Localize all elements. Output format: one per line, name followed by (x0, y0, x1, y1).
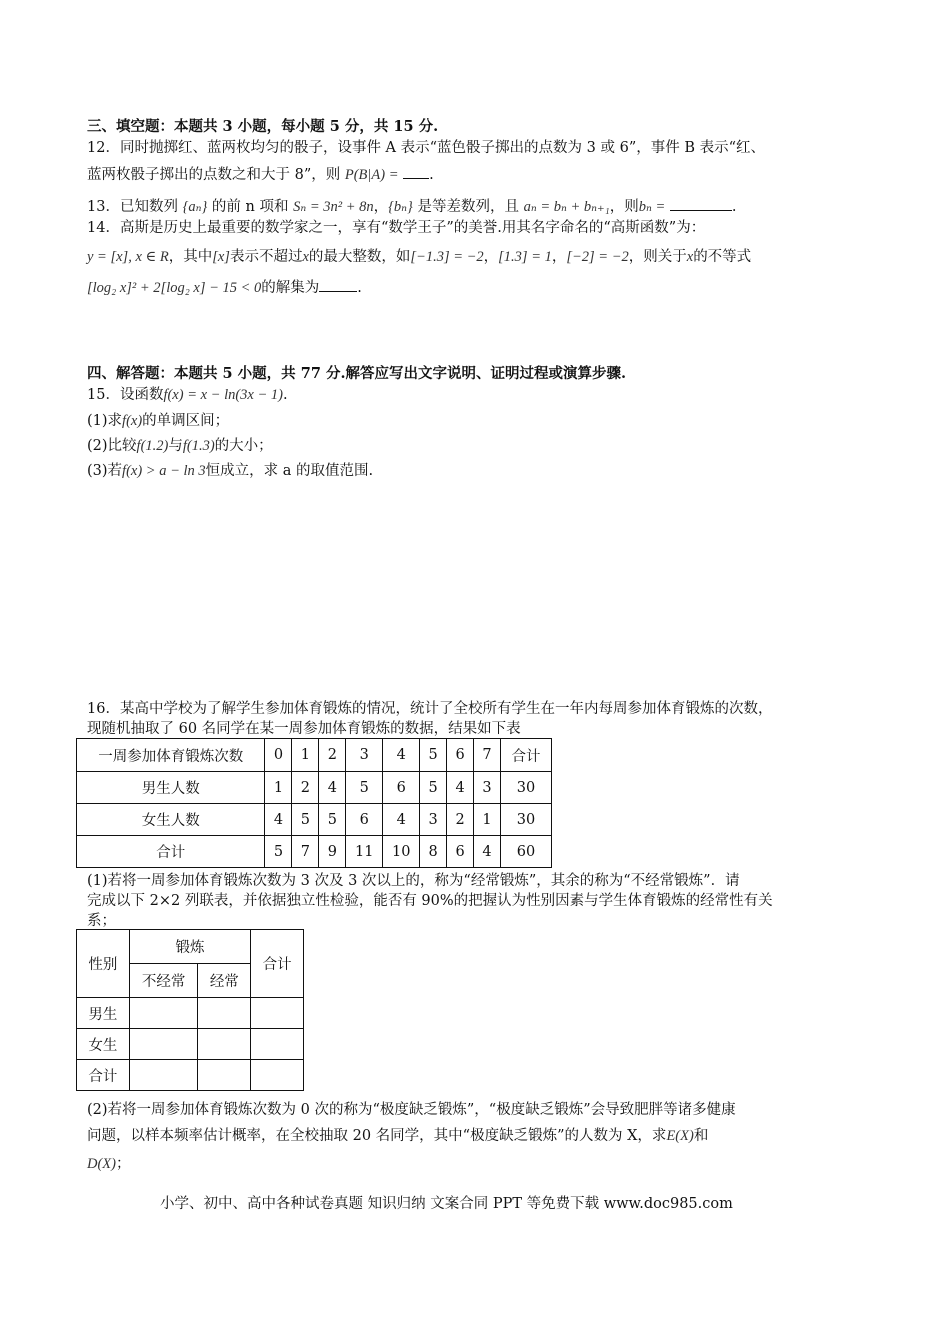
table-row (77, 1060, 304, 1091)
table2-total-header: 合计 (251, 930, 304, 998)
q13-period: . (731, 199, 737, 215)
table1-cell: 10 (383, 836, 420, 868)
table1-header-cell: 4 (383, 739, 420, 772)
q13-text-b: 的前 n 项和 (211, 199, 289, 215)
q14-math-x2: x (686, 249, 694, 265)
q14-text-g: 的不等式 (693, 249, 752, 265)
table1-cell: 5 (292, 804, 319, 836)
table1-header-cell: 0 (265, 739, 292, 772)
q16-p2-math-ex: E(X) (666, 1128, 694, 1144)
q14-math-bracket: [x] (212, 249, 230, 265)
table1-cell: 30 (500, 772, 551, 804)
q16-part1-line2: 完成以下 2×2 列联表，并依据独立性检验，能否有 90%的把握认为性别因素与学生体育锻炼的经常性有关 (87, 893, 773, 909)
q12-line1: 12．同时抛掷红、蓝两枚均匀的骰子，设事件 A 表示“蓝色骰子掷出的点数为 3 或 6”，事件 B 表示“红、 (87, 140, 766, 156)
q13-text-d: 是等差数列，且 (417, 199, 519, 215)
table1-cell: 2 (447, 804, 474, 836)
table2-blank-cell[interactable] (129, 1029, 198, 1060)
q13-text-e: ，则 (609, 199, 639, 215)
table1-header-cell: 2 (319, 739, 346, 772)
table2-blank-cell[interactable] (129, 1060, 198, 1091)
q15-period: . (283, 387, 288, 403)
table1-cell: 4 (447, 772, 474, 804)
q16-line2: 现随机抽取了 60 名同学在某一周参加体育锻炼的数据，结果如下表 (87, 721, 521, 737)
table-row (77, 772, 552, 804)
q16-line1: 16．某高中学校为了解学生参加体育锻炼的情况，统计了全校所有学生在一年内每周参加体育锻炼的次数， (87, 701, 773, 717)
table1-cell: 5 (346, 772, 383, 804)
table-row (77, 998, 304, 1029)
q13-math-sn: Sₙ = 3n² + 8n (293, 199, 374, 215)
table1-header-cell: 一周参加体育锻炼次数 (77, 739, 265, 772)
q16-p2-math-dx: D(X) (87, 1156, 116, 1172)
q15-line (87, 385, 288, 405)
q14-line2 (87, 247, 751, 267)
table1-cell: 9 (319, 836, 346, 868)
q13-math-an: {aₙ} (182, 199, 208, 215)
q15-part3 (87, 461, 373, 481)
table2-blank-cell[interactable] (251, 998, 304, 1029)
q16-part2-line1: (2)若将一周参加体育锻炼次数为 0 次的称为“极度缺乏锻炼”，“极度缺乏锻炼”会导致肥胖等诸多健康 (87, 1102, 736, 1118)
q12-answer-blank[interactable] (403, 164, 429, 179)
q15-p2-math1: f(1.2) (136, 438, 169, 454)
q12-line2 (87, 164, 434, 185)
table1-cell: 11 (346, 836, 383, 868)
q16-p2-text-c: ； (116, 1156, 131, 1172)
q14-math-gauss: y = [x], x ∈ R (87, 249, 169, 265)
q14-math-ex2: [1.3] = 1 (498, 249, 552, 265)
q14-text-a: ，其中 (168, 249, 213, 265)
section3-heading: 三、填空题：本题共 3 小题，每小题 5 分，共 15 分. (87, 118, 439, 135)
q14-math-ex1: [−1.3] = −2 (410, 249, 484, 265)
q12-math: P(B|A) = (344, 167, 399, 183)
table1-cell: 4 (319, 772, 346, 804)
table1-cell: 5 (265, 836, 292, 868)
table2-exercise-header: 锻炼 (129, 930, 250, 964)
q16-p2-text-b: 和 (693, 1128, 709, 1144)
table2-often-header: 经常 (198, 964, 251, 998)
q15-text: 15．设函数 (87, 387, 164, 403)
table1-cell: 6 (346, 804, 383, 836)
q16-p2-text-a: 问题，以样本频率估计概率，在全校抽取 20 名同学，其中“极度缺乏锻炼”的人数为 X，求 (87, 1128, 667, 1144)
table1-cell: 4 (383, 804, 420, 836)
table-row (77, 804, 552, 836)
q14-text-solution: 的解集为 (261, 280, 320, 296)
q16-part2-line2 (87, 1126, 708, 1146)
table1-cell: 男生人数 (77, 772, 265, 804)
table1-cell: 60 (500, 836, 551, 868)
table1-header-cell: 6 (447, 739, 474, 772)
q14-text-c: 的最大整数，如 (308, 249, 411, 265)
q13-math-bn: {bₙ} (388, 199, 413, 215)
table1-header-cell: 7 (474, 739, 501, 772)
q14-text-f: ，则关于 (628, 249, 687, 265)
q13-math-bn-eq: bₙ = (638, 199, 666, 215)
table2-header-row1 (77, 930, 304, 964)
table2-row-label: 女生 (77, 1029, 130, 1060)
table1-cell: 3 (474, 772, 501, 804)
table1-cell: 4 (474, 836, 501, 868)
table1-cell: 1 (265, 772, 292, 804)
table1-cell: 3 (420, 804, 447, 836)
q12-period: . (429, 167, 434, 183)
table1-cell: 30 (500, 804, 551, 836)
table1-cell: 6 (383, 772, 420, 804)
q14-math-inequality: [log₂ x]² + 2[log₂ x] − 15 < 0 (87, 280, 262, 296)
table2-not-often-header: 不经常 (129, 964, 198, 998)
table1-header-cell: 3 (346, 739, 383, 772)
q15-part2 (87, 436, 273, 456)
table1-cell: 4 (265, 804, 292, 836)
q15-p3-math: f(x) > a − ln 3 (122, 463, 206, 479)
table1-cell: 8 (420, 836, 447, 868)
q14-line3 (87, 277, 362, 298)
q15-p1-text-a: (1)求 (87, 413, 123, 429)
table1-cell: 6 (447, 836, 474, 868)
table-row (77, 836, 552, 868)
table2-gender-header: 性别 (77, 930, 130, 998)
table1-cell: 1 (474, 804, 501, 836)
q13-line (87, 196, 737, 217)
q13-text-c: ， (373, 199, 389, 215)
table2-blank-cell[interactable] (129, 998, 198, 1029)
q15-part1 (87, 411, 229, 431)
q15-p2-math2: f(1.3) (182, 438, 215, 454)
q16-part1-line1: (1)若将一周参加体育锻炼次数为 3 次及 3 次以上的，称为“经常锻炼”，其余的称为“不经常锻炼”．请 (87, 873, 740, 889)
q15-p3-text-a: (3)若 (87, 463, 123, 479)
q15-p3-text-b: 恒成立，求 a 的取值范围. (205, 463, 374, 479)
table2-blank-cell[interactable] (198, 998, 251, 1029)
table2-blank-cell[interactable] (251, 1060, 304, 1091)
q14-text-b: 表示不超过 (229, 249, 303, 265)
q14-math-ex3: [−2] = −2 (566, 249, 629, 265)
section4-heading: 四、解答题：本题共 5 小题，共 77 分.解答应写出文字说明、证明过程或演算步骤. (87, 365, 627, 382)
q14-text-d: ， (483, 249, 499, 265)
q14-answer-blank[interactable] (319, 277, 357, 292)
table1-cell: 7 (292, 836, 319, 868)
table1-cell: 女生人数 (77, 804, 265, 836)
table-row (77, 1029, 304, 1060)
table1-cell: 5 (319, 804, 346, 836)
table2-blank-cell[interactable] (198, 1029, 251, 1060)
table2-blank-cell[interactable] (251, 1029, 304, 1060)
q13-answer-blank[interactable] (670, 196, 732, 211)
exercise-frequency-table (76, 738, 552, 868)
table1-cell: 2 (292, 772, 319, 804)
q14-line1: 14．高斯是历史上最重要的数学家之一，享有“数学王子”的美誉.用其名字命名的“高斯函数”为： (87, 220, 706, 236)
table2-row-label: 合计 (77, 1060, 130, 1091)
q15-p2-text-c: 的大小； (214, 438, 273, 454)
contingency-table (76, 929, 304, 1091)
table1-cell: 5 (420, 772, 447, 804)
table1-cell: 合计 (77, 836, 265, 868)
q15-math-function: f(x) = x − ln(3x − 1) (163, 387, 283, 403)
q15-p2-text-a: (2)比较 (87, 438, 137, 454)
page-footer: 小学、初中、高中各种试卷真题 知识归纳 文案合同 PPT 等免费下载 www.doc985.com (160, 1196, 733, 1212)
q16-part1-line3: 系； (87, 913, 116, 929)
table1-header-cell: 合计 (500, 739, 551, 772)
table1-header-cell: 5 (420, 739, 447, 772)
q15-p1-math: f(x) (122, 413, 143, 429)
q14-period: . (357, 280, 362, 296)
q15-p2-text-b: 与 (168, 438, 183, 454)
table2-blank-cell[interactable] (198, 1060, 251, 1091)
table1-header-cell: 1 (292, 739, 319, 772)
table1-header-row (77, 739, 552, 772)
q13-math-relation: aₙ = bₙ + bₙ₊₁ (523, 199, 610, 215)
table2-row-label: 男生 (77, 998, 130, 1029)
q13-text-a: 13．已知数列 (87, 199, 178, 215)
q14-text-e: ， (551, 249, 567, 265)
q16-part2-line3 (87, 1154, 131, 1174)
q14-math-x: x (302, 249, 309, 265)
q15-p1-text-b: 的单调区间； (142, 413, 230, 429)
q12-text: 蓝两枚骰子掷出的点数之和大于 8”，则 (87, 167, 341, 183)
